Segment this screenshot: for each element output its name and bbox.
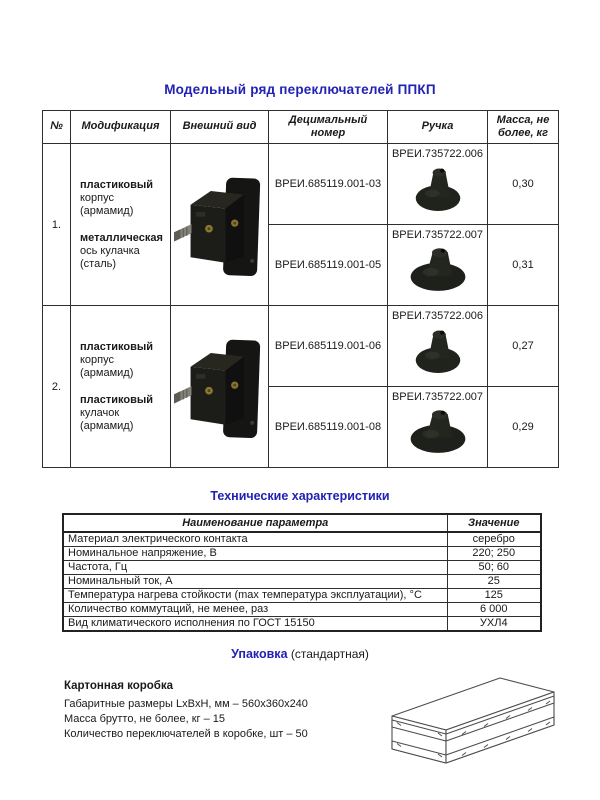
parameter-value: 25: [447, 575, 541, 589]
parameter-name: Количество коммутаций, не менее, раз: [63, 603, 447, 617]
box-dimensions-line: Габаритные размеры LxBxH, мм – 560x360x240: [64, 698, 308, 710]
mass-value: 0,27: [488, 306, 559, 387]
table-row: [43, 306, 559, 387]
parameter-name: Частота, Гц: [63, 561, 447, 575]
model-range-table: [42, 110, 559, 468]
modification-item: [80, 341, 167, 380]
mass-value: 0,30: [488, 144, 559, 225]
parameter-value: 50; 60: [447, 561, 541, 575]
carton-box-heading: Картонная коробка: [64, 680, 174, 692]
carton-box-info: [64, 680, 394, 742]
modification-material: пластиковый: [80, 178, 154, 191]
modification-detail: кулачок (армамид): [80, 406, 134, 432]
modification-item: [80, 394, 167, 433]
row-number: 2.: [43, 306, 71, 468]
parameter-name: Номинальное напряжение, В: [63, 547, 447, 561]
knob-image: [405, 323, 471, 376]
knob-image: [401, 242, 475, 294]
modification-material: пластиковый: [80, 340, 154, 353]
col-header-num: №: [43, 111, 71, 144]
col-header-handle: Ручка: [388, 111, 488, 144]
modification-detail: ось кулачка (сталь): [80, 244, 140, 270]
col-header-appearance: Внешний вид: [171, 111, 269, 144]
table-row: [43, 144, 559, 225]
modification-cell: [71, 306, 171, 468]
handle-number: ВРЕИ.735722.007: [391, 391, 484, 403]
parameter-name: Температура нагрева стойкости (max температура эксплуатации), °С: [63, 589, 447, 603]
page-title: Модельный ряд переключателей ППКП: [164, 82, 436, 97]
decimal-number: ВРЕИ.685119.001-06: [269, 306, 388, 387]
modification-detail: корпус (армамид): [80, 353, 134, 379]
row-number: 1.: [43, 144, 71, 306]
modification-material: пластиковый: [80, 393, 154, 406]
box-gross-mass-line: Масса брутто, не более, кг – 15: [64, 713, 226, 725]
knob-image: [401, 404, 475, 456]
tech-characteristics-table: [62, 513, 542, 632]
tech-section-title: Технические характеристики: [210, 489, 390, 503]
parameter-value: 220; 250: [447, 547, 541, 561]
packaging-subtitle: (стандартная): [290, 647, 369, 661]
col-header-decimal: Децимальный номер: [269, 111, 388, 144]
decimal-number: ВРЕИ.685119.001-03: [269, 144, 388, 225]
col-header-value: Значение: [447, 514, 541, 532]
handle-number: ВРЕИ.735722.006: [391, 148, 484, 160]
tech-row: [63, 547, 541, 561]
parameter-name: Материал электрического контакта: [63, 532, 447, 547]
packaging-title: Упаковка: [231, 647, 288, 661]
switch-image: [174, 328, 266, 446]
modification-material: металлическая: [80, 231, 163, 244]
col-header-modification: Модификация: [71, 111, 171, 144]
decimal-number: ВРЕИ.685119.001-08: [269, 387, 388, 468]
mass-value: 0,31: [488, 225, 559, 306]
col-header-parameter: Наименование параметра: [63, 514, 447, 532]
handle-cell: [388, 225, 488, 306]
parameter-value: 6 000: [447, 603, 541, 617]
modification-cell: [71, 144, 171, 306]
box-quantity-line: Количество переключателей в коробке, шт – 50: [64, 728, 308, 740]
parameter-value: серебро: [447, 532, 541, 547]
handle-number: ВРЕИ.735722.007: [391, 229, 484, 241]
parameter-value: УХЛ4: [447, 617, 541, 632]
parameter-name: Номинальный ток, А: [63, 575, 447, 589]
model-table-header-row: [43, 111, 559, 144]
tech-row: [63, 589, 541, 603]
knob-image: [405, 161, 471, 214]
parameter-name: Вид климатического исполнения по ГОСТ 15150: [63, 617, 447, 632]
switch-image: [174, 166, 266, 284]
tech-row: [63, 575, 541, 589]
mass-value: 0,29: [488, 387, 559, 468]
modification-item: [80, 232, 167, 271]
tech-row: [63, 561, 541, 575]
carton-box-drawing: [384, 668, 560, 772]
handle-cell: [388, 144, 488, 225]
switch-photo-cell: [171, 144, 269, 306]
handle-number: ВРЕИ.735722.006: [391, 310, 484, 322]
parameter-value: 125: [447, 589, 541, 603]
modification-detail: корпус (армамид): [80, 191, 134, 217]
modification-item: [80, 179, 167, 218]
handle-cell: [388, 387, 488, 468]
switch-photo-cell: [171, 306, 269, 468]
tech-table-header-row: [63, 514, 541, 532]
tech-row: [63, 603, 541, 617]
col-header-mass: Масса, не более, кг: [488, 111, 559, 144]
tech-row: [63, 532, 541, 547]
decimal-number: ВРЕИ.685119.001-05: [269, 225, 388, 306]
packaging-section-title: [0, 647, 600, 661]
tech-row: [63, 617, 541, 632]
handle-cell: [388, 306, 488, 387]
